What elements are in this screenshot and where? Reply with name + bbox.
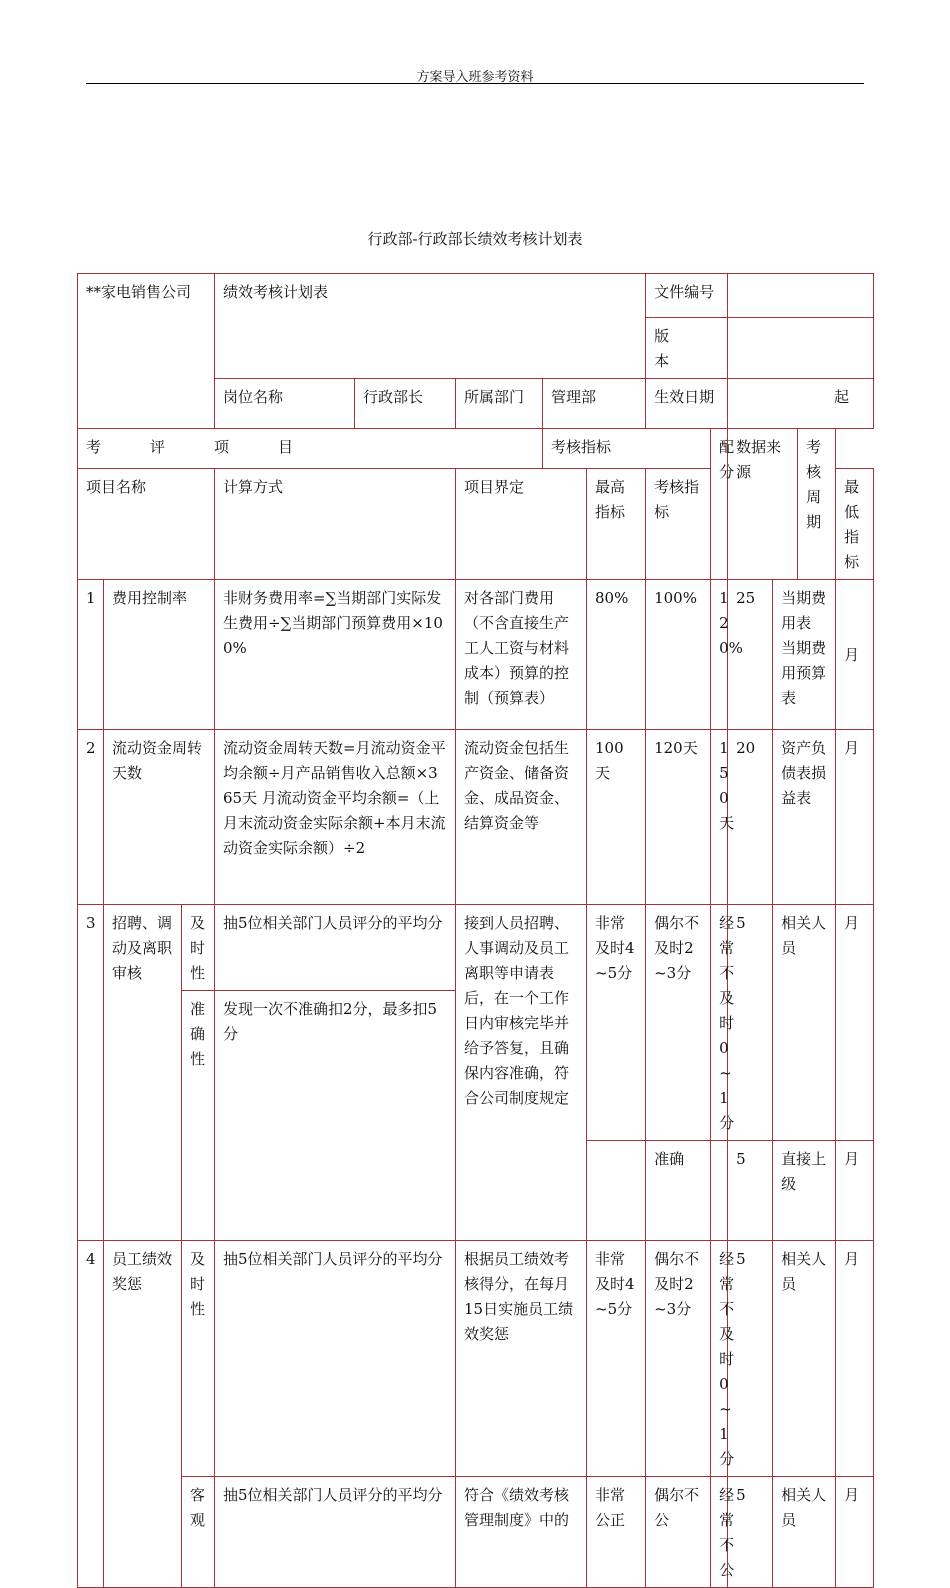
row-calc: 发现一次不准确扣2分，最多扣5分 [215, 991, 456, 1241]
position-label: 岗位名称 [215, 379, 355, 429]
row-scope: 流动资金包括生产资金、储备资金、成品资金、结算资金等 [456, 730, 587, 905]
row-target: 准确 [646, 1141, 711, 1241]
row-min: 120% [711, 580, 728, 730]
row-cycle: 月 [836, 580, 874, 730]
row-no: 2 [78, 730, 104, 905]
group-header-items: 考 评 项 目 [78, 429, 543, 469]
row-no: 3 [78, 905, 104, 1241]
row-name: 员工绩效奖惩 [104, 1241, 182, 1588]
row-calc: 流动资金周转天数=月流动资金平均余额÷月产品销售收入总额×365天 月流动资金平均余额=（上月末流动资金实际余额+本月末流动资金实际余额）÷2 [215, 730, 456, 905]
plan-title: 绩效考核计划表 [215, 274, 646, 379]
col-calc: 计算方式 [215, 469, 456, 580]
row-max: 100天 [587, 730, 646, 905]
position-value: 行政部长 [355, 379, 456, 429]
row-weight: 5 [728, 1141, 773, 1241]
row-scope: 符合《绩效考核管理制度》中的 [456, 1477, 587, 1588]
col-item-name: 项目名称 [78, 469, 215, 580]
row-cycle: 月 [836, 1241, 874, 1477]
running-header: 方案导入班参考资料 [416, 70, 534, 85]
row-sub: 客观 [182, 1477, 215, 1588]
row-sub: 及时性 [182, 905, 215, 991]
row-min: 经常不及时0~1分 [711, 1241, 728, 1477]
row-max: 非常及时4~5分 [587, 905, 646, 1141]
row-source: 当期费用表 当期费用预算表 [773, 580, 836, 730]
row-source: 资产负债表损益表 [773, 730, 836, 905]
row-min: 经常不及时0~1分 [711, 905, 728, 1141]
company-name: **家电销售公司 [78, 274, 215, 429]
row-target: 100% [646, 580, 711, 730]
col-weight: 配分 [711, 429, 728, 580]
table-row [78, 1241, 874, 1477]
row-weight: 20 [728, 730, 773, 905]
row-weight: 5 [728, 905, 773, 1141]
table-row [78, 905, 874, 991]
kpi-plan-table [77, 273, 874, 1588]
row-target: 偶尔不公 [646, 1477, 711, 1588]
row-scope: 对各部门费用（不含直接生产工人工资与材料成本）预算的控制（预算表） [456, 580, 587, 730]
document-title: 行政部-行政部长绩效考核计划表 [367, 230, 583, 248]
col-scope: 项目界定 [456, 469, 587, 580]
col-cycle: 考核周期 [798, 429, 836, 580]
row-max: 非常公正 [587, 1477, 646, 1588]
row-target: 偶尔不及时2~3分 [646, 1241, 711, 1477]
row-calc: 抽5位相关部门人员评分的平均分 [215, 1241, 456, 1477]
table-row [78, 580, 874, 730]
table-row [78, 730, 874, 905]
row-cycle: 月 [836, 905, 874, 1141]
file-no-label: 文件编号 [646, 274, 728, 318]
row-scope: 接到人员招聘、人事调动及员工离职等申请表后，在一个工作日内审核完毕并给予答复，且确保内容准确，符合公司制度规定 [456, 905, 587, 1241]
row-min: 经常不公 [711, 1477, 728, 1588]
row-min: 150天 [711, 730, 728, 905]
row-source: 相关人员 [773, 1241, 836, 1477]
row-source: 相关人员 [773, 905, 836, 1141]
row-sub: 及时性 [182, 1241, 215, 1477]
row-calc: 抽5位相关部门人员评分的平均分 [215, 1477, 456, 1588]
version-value [728, 318, 874, 379]
col-max: 最高指标 [587, 469, 646, 580]
version-label: 版 本 [646, 318, 728, 379]
col-target: 考核指标 [646, 469, 711, 580]
row-max: 非常及时4~5分 [587, 1241, 646, 1477]
row-no: 1 [78, 580, 104, 730]
col-min: 最低指标 [836, 469, 874, 580]
row-weight: 5 [728, 1477, 773, 1588]
header-rule [86, 83, 864, 84]
group-header-indicators: 考核指标 [543, 429, 711, 469]
row-max [587, 1141, 646, 1241]
row-name: 费用控制率 [104, 580, 215, 730]
row-sub: 准确性 [182, 991, 215, 1241]
row-max: 80% [587, 580, 646, 730]
row-cycle: 月 [836, 730, 874, 905]
row-source: 相关人员 [773, 1477, 836, 1588]
file-no-value [728, 274, 874, 318]
row-scope: 根据员工绩效考核得分，在每月15日实施员工绩效奖惩 [456, 1241, 587, 1477]
row-target: 偶尔不及时2~3分 [646, 905, 711, 1141]
row-name: 招聘、调动及离职审核 [104, 905, 182, 1241]
row-cycle: 月 [836, 1141, 874, 1241]
row-name: 流动资金周转天数 [104, 730, 215, 905]
dept-value: 管理部 [543, 379, 646, 429]
row-target: 120天 [646, 730, 711, 905]
row-calc: 抽5位相关部门人员评分的平均分 [215, 905, 456, 991]
row-min [711, 1141, 728, 1241]
row-cycle: 月 [836, 1477, 874, 1588]
row-source: 直接上级 [773, 1141, 836, 1241]
row-calc: 非财务费用率=∑当期部门实际发生费用÷∑当期部门预算费用×100% [215, 580, 456, 730]
effective-value: 起 [728, 379, 874, 429]
col-source: 数据来源 [728, 429, 798, 580]
row-weight: 5 [728, 1241, 773, 1477]
effective-label: 生效日期 [646, 379, 728, 429]
dept-label: 所属部门 [456, 379, 543, 429]
row-weight: 25 [728, 580, 773, 730]
row-no: 4 [78, 1241, 104, 1588]
